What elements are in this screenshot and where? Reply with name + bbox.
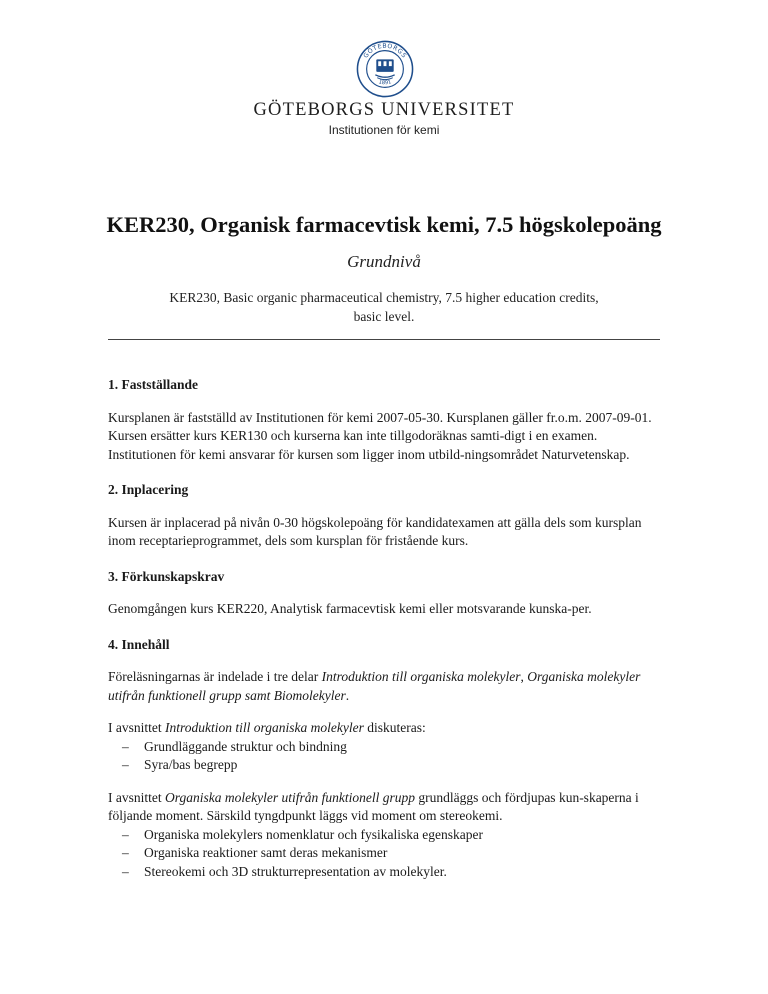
institution-name: Institutionen för kemi	[328, 123, 440, 137]
section-heading: 1. Fastställande	[108, 377, 199, 392]
list-item: – Grundläggande struktur och bindning	[122, 738, 668, 757]
topic-list-intro	[108, 738, 668, 775]
university-seal-icon	[356, 40, 414, 98]
english-line-1: KER230, Basic organic pharmaceutical chemistry, 7.5 higher education credits,	[169, 290, 599, 305]
text-run: ,	[520, 669, 528, 684]
list-item: – Syra/bas begrepp	[122, 756, 668, 775]
list-item: – Organiska reaktioner samt deras mekanismer	[122, 844, 668, 863]
section-text: Kursplanen är fastställd av Institutionen för kemi 2007-05-30. Kursplanen gäller fr.o.m. 2007-09-01. Kursen ersätter kurs KER130 och kurserna kan inte tillgodoräknas samti-digt i en examen. Institutionen för kemi ansvarar för kursen som ligger inom utbild-ningsområdet Naturvetenskap.	[108, 409, 652, 462]
text-run: .	[345, 687, 350, 703]
topic-list-functional-groups	[108, 826, 668, 882]
seal-year-text: 1891	[377, 79, 393, 87]
text-run: Föreläsningarnas är indelade i tre delar	[108, 669, 322, 684]
list-item: – Stereokemi och 3D strukturrepresentation av molekyler.	[122, 863, 668, 882]
section-inplacering	[108, 481, 668, 551]
content-paragraph-3	[108, 789, 668, 826]
text-run: I avsnittet	[108, 789, 165, 805]
italic-term: Introduktion till organiska molekyler	[165, 720, 364, 735]
content-paragraph-2	[108, 719, 668, 738]
section-innehall	[108, 636, 668, 882]
university-name: GÖTEBORGS UNIVERSITET	[253, 100, 515, 120]
svg-text:1891	[378, 79, 392, 86]
course-title: KER230, Organisk farmacevtisk kemi, 7.5 högskolepoäng	[106, 212, 662, 237]
section-heading: 2. Inplacering	[108, 482, 189, 497]
section-heading: 3. Förkunskapskrav	[108, 568, 225, 584]
seal-top-text: GÖTEBORGS	[362, 42, 408, 60]
italic-term: Introduktion till organiska molekyler	[321, 669, 521, 684]
text-run: grundläggs och fördjupas kun-skaperna i följande moment. Särskild tyngdpunkt läggs vid moment om stereokemi.	[108, 789, 639, 823]
text-run: I avsnittet	[108, 720, 165, 735]
syllabus-content	[108, 376, 668, 898]
english-course-name	[0, 288, 768, 326]
english-line-2: basic level.	[353, 309, 415, 324]
horizontal-divider	[108, 339, 660, 340]
content-paragraph-1	[108, 668, 668, 705]
italic-term: Organiska molekyler utifrån funktionell grupp	[165, 789, 415, 805]
text-run: diskuteras:	[363, 720, 426, 735]
section-heading: 4. Innehåll	[108, 636, 170, 652]
section-faststallande	[108, 376, 668, 464]
course-level: Grundnivå	[347, 252, 421, 271]
list-item: – Organiska molekylers nomenklatur och fysikaliska egenskaper	[122, 826, 668, 845]
section-text: Genomgången kurs KER220, Analytisk farmacevtisk kemi eller motsvarande kunska-per.	[108, 601, 592, 616]
section-text: Kursen är inplacerad på nivån 0-30 högskolepoäng för kandidatexamen att gälla dels som kursplan inom receptarieprogrammet, dels som kursplan för fristående kurs.	[108, 514, 642, 548]
italic-term: Organiska molekyler utifrån funktionell grupp samt Biomolekyler	[108, 669, 641, 703]
section-forkunskapskrav	[108, 568, 668, 619]
